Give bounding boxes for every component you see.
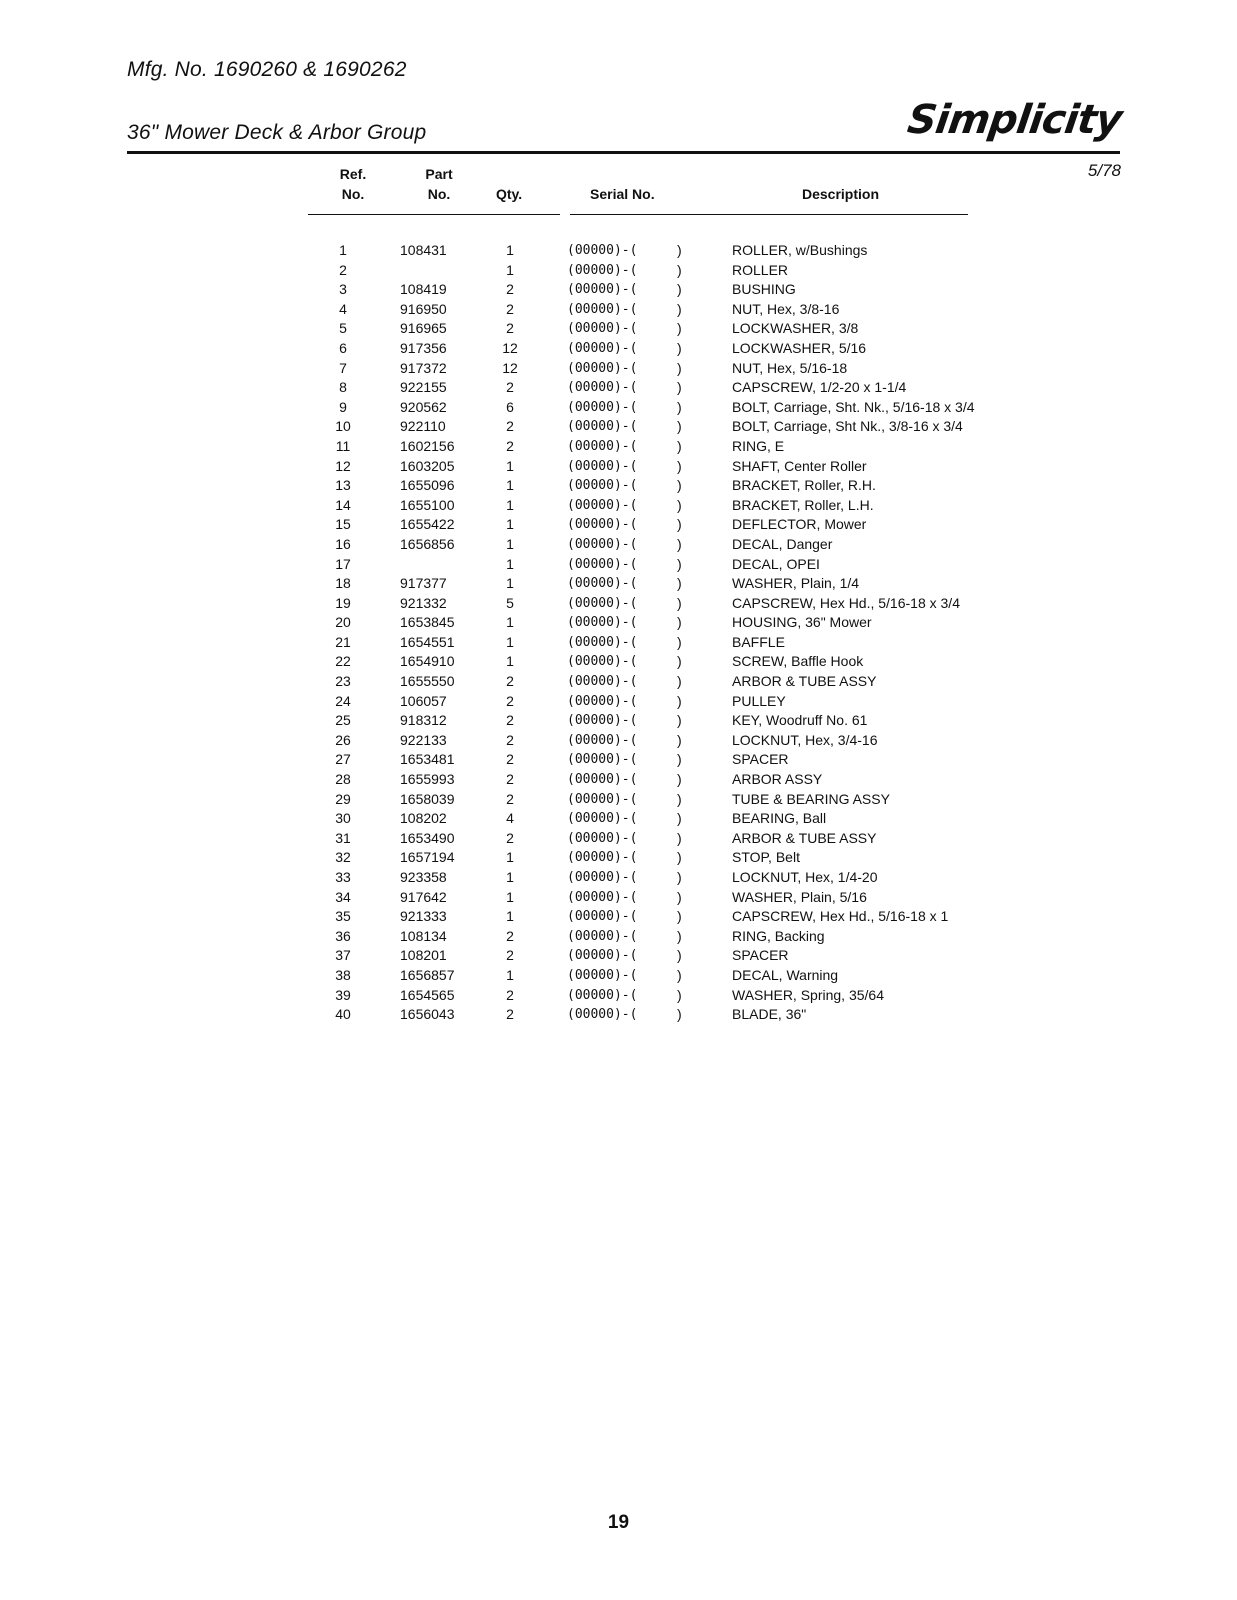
parts-table [0, 241, 1237, 1025]
serial-number-cell: (00000)-( [567, 830, 638, 846]
serial-close-cell: ) [677, 712, 682, 729]
quantity-cell: 1 [506, 496, 514, 513]
serial-number-cell: (00000)-( [567, 360, 638, 376]
quantity-cell: 1 [506, 242, 514, 258]
table-row [0, 790, 1237, 810]
ref-cell: 13 [335, 477, 351, 494]
ref-cell: 33 [335, 869, 351, 885]
description-cell: BAFFLE [732, 633, 785, 650]
quantity-cell: 1 [506, 477, 514, 494]
part-number-cell: 1658039 [400, 790, 455, 807]
ref-cell: 40 [335, 1006, 351, 1023]
serial-number-cell: (00000)-( [567, 987, 638, 1003]
table-row [0, 750, 1237, 770]
serial-close-cell: ) [677, 281, 682, 298]
ref-cell: 23 [335, 673, 351, 690]
description-cell: CAPSCREW, Hex Hd., 5/16-18 x 3/4 [732, 594, 960, 611]
revision-date: 5/78 [1087, 161, 1121, 180]
part-number-cell: 1657194 [400, 849, 455, 866]
description-cell: CAPSCREW, 1/2-20 x 1-1/4 [732, 379, 907, 396]
serial-close-cell: ) [677, 810, 682, 827]
serial-close-cell: ) [677, 398, 682, 415]
serial-number-cell: (00000)-( [567, 380, 638, 396]
serial-number-cell: (00000)-( [567, 850, 638, 866]
description-cell: SCREW, Baffle Hook [732, 653, 864, 670]
description-cell: LOCKWASHER, 5/16 [732, 339, 867, 356]
part-number-cell: 922133 [400, 731, 447, 748]
ref-cell: 37 [335, 947, 351, 964]
table-row [0, 927, 1237, 947]
serial-number-cell: (00000)-( [567, 340, 638, 356]
serial-number-cell: (00000)-( [567, 928, 638, 944]
quantity-cell: 2 [506, 986, 514, 1003]
quantity-cell: 2 [506, 673, 514, 690]
ref-cell: 27 [335, 751, 351, 768]
serial-number-cell: (00000)-( [567, 674, 638, 690]
serial-close-cell: ) [677, 692, 682, 709]
description-cell: WASHER, Spring, 35/64 [732, 986, 884, 1003]
quantity-cell: 2 [506, 712, 514, 729]
serial-number-cell: (00000)-( [567, 419, 638, 435]
table-row [0, 515, 1237, 535]
header-underline-right [570, 214, 968, 215]
part-number-cell: 917642 [400, 888, 447, 905]
table-row [0, 378, 1237, 398]
ref-cell: 15 [335, 516, 351, 533]
quantity-cell: 2 [506, 418, 514, 435]
ref-cell: 31 [335, 829, 351, 846]
description-cell: ROLLER [732, 261, 789, 278]
ref-cell: 22 [335, 653, 351, 670]
part-number-cell: 1653481 [400, 751, 455, 768]
ref-cell: 2 [339, 261, 347, 278]
description-cell: BLADE, 36" [732, 1006, 807, 1023]
brand-logo: Simplicity [904, 97, 1125, 143]
description-cell: BOLT, Carriage, Sht. Nk., 5/16-18 x 3/4 [732, 398, 975, 415]
serial-number-cell: (00000)-( [567, 732, 638, 748]
table-row [0, 319, 1237, 339]
quantity-cell: 2 [506, 281, 514, 298]
quantity-cell: 2 [506, 927, 514, 944]
table-row [0, 809, 1237, 829]
ref-cell: 39 [335, 986, 351, 1003]
ref-cell: 17 [335, 555, 351, 572]
part-number-cell: 108431 [400, 242, 447, 258]
quantity-cell: 4 [506, 810, 514, 827]
table-row [0, 946, 1237, 966]
serial-close-cell: ) [677, 555, 682, 572]
ref-cell: 9 [339, 398, 347, 415]
description-cell: NUT, Hex, 5/16-18 [732, 359, 848, 376]
description-cell: SPACER [732, 751, 789, 768]
part-number-cell: 1656857 [400, 966, 455, 983]
description-cell: HOUSING, 36" Mower [732, 614, 872, 631]
quantity-cell: 2 [506, 947, 514, 964]
quantity-cell: 2 [506, 692, 514, 709]
description-cell: RING, Backing [732, 927, 825, 944]
serial-number-cell: (00000)-( [567, 556, 638, 572]
ref-cell: 26 [335, 731, 351, 748]
table-row [0, 672, 1237, 692]
part-number-cell: 918312 [400, 712, 447, 729]
serial-number-cell: (00000)-( [567, 752, 638, 768]
serial-close-cell: ) [677, 339, 682, 356]
serial-close-cell: ) [677, 359, 682, 376]
table-row [0, 888, 1237, 908]
table-row [0, 457, 1237, 477]
description-cell: DECAL, Danger [732, 535, 833, 552]
description-cell: ARBOR & TUBE ASSY [732, 673, 877, 690]
serial-close-cell: ) [677, 633, 682, 650]
serial-close-cell: ) [677, 908, 682, 925]
ref-cell: 6 [339, 339, 347, 356]
serial-number-cell: (00000)-( [567, 301, 638, 317]
serial-number-cell: (00000)-( [567, 772, 638, 788]
description-cell: WASHER, Plain, 5/16 [732, 888, 867, 905]
part-number-cell: 106057 [400, 692, 447, 709]
quantity-cell: 2 [506, 320, 514, 337]
col-header-qty: Qty. [496, 186, 523, 202]
table-row [0, 339, 1237, 359]
serial-close-cell: ) [677, 751, 682, 768]
serial-number-cell: (00000)-( [567, 654, 638, 670]
part-number-cell: 922155 [400, 379, 447, 396]
quantity-cell: 2 [506, 1006, 514, 1023]
serial-close-cell: ) [677, 966, 682, 983]
ref-cell: 5 [339, 320, 347, 337]
serial-close-cell: ) [677, 437, 682, 454]
serial-number-cell: (00000)-( [567, 811, 638, 827]
serial-close-cell: ) [677, 614, 682, 631]
serial-number-cell: (00000)-( [567, 243, 638, 258]
quantity-cell: 1 [506, 575, 514, 592]
table-row [0, 398, 1237, 418]
quantity-cell: 2 [506, 437, 514, 454]
serial-number-cell: (00000)-( [567, 262, 638, 278]
part-number-cell: 1655422 [400, 516, 455, 533]
description-cell: DECAL, Warning [732, 966, 839, 983]
serial-close-cell: ) [677, 477, 682, 494]
serial-number-cell: (00000)-( [567, 967, 638, 983]
table-row [0, 613, 1237, 633]
serial-close-cell: ) [677, 947, 682, 964]
serial-close-cell: ) [677, 771, 682, 788]
table-row [0, 770, 1237, 790]
description-cell: STOP, Belt [732, 849, 800, 866]
table-row [0, 594, 1237, 614]
table-row [0, 574, 1237, 594]
table-row [0, 417, 1237, 437]
table-row [0, 359, 1237, 379]
description-cell: KEY, Woodruff No. 61 [732, 712, 868, 729]
ref-cell: 11 [335, 437, 351, 454]
ref-cell: 38 [335, 966, 351, 983]
description-cell: BOLT, Carriage, Sht Nk., 3/8-16 x 3/4 [732, 418, 963, 435]
description-cell: BUSHING [732, 281, 796, 298]
description-cell: DEFLECTOR, Mower [732, 516, 867, 533]
table-row [0, 652, 1237, 672]
serial-number-cell: (00000)-( [567, 478, 638, 494]
description-cell: ARBOR ASSY [732, 771, 823, 788]
serial-close-cell: ) [677, 379, 682, 396]
serial-number-cell: (00000)-( [567, 634, 638, 650]
serial-number-cell: (00000)-( [567, 693, 638, 709]
ref-cell: 10 [335, 418, 351, 435]
quantity-cell: 2 [506, 379, 514, 396]
part-number-cell: 917372 [400, 359, 447, 376]
serial-number-cell: (00000)-( [567, 321, 638, 337]
serial-close-cell: ) [677, 731, 682, 748]
serial-number-cell: (00000)-( [567, 1007, 638, 1023]
part-number-cell: 916965 [400, 320, 447, 337]
serial-close-cell: ) [677, 927, 682, 944]
description-cell: DECAL, OPEI [732, 555, 820, 572]
part-number-cell: 1654551 [400, 633, 455, 650]
part-number-cell: 1655100 [400, 496, 455, 513]
serial-close-cell: ) [677, 261, 682, 278]
quantity-cell: 1 [506, 869, 514, 885]
table-row [0, 711, 1237, 731]
table-row [0, 829, 1237, 849]
serial-close-cell: ) [677, 594, 682, 611]
ref-cell: 3 [339, 281, 347, 298]
ref-cell: 32 [335, 849, 351, 866]
part-number-cell: 1653490 [400, 829, 455, 846]
serial-close-cell: ) [677, 496, 682, 513]
quantity-cell: 1 [506, 457, 514, 474]
quantity-cell: 12 [502, 359, 518, 376]
description-cell: BEARING, Ball [732, 810, 827, 827]
quantity-cell: 1 [506, 966, 514, 983]
description-cell: NUT, Hex, 3/8-16 [732, 300, 840, 317]
part-number-cell: 917356 [400, 339, 447, 356]
table-row [0, 1005, 1237, 1025]
ref-cell: 12 [335, 457, 351, 474]
serial-number-cell: (00000)-( [567, 399, 638, 415]
serial-number-cell: (00000)-( [567, 791, 638, 807]
description-cell: SPACER [732, 947, 789, 964]
serial-number-cell: (00000)-( [567, 889, 638, 905]
ref-cell: 25 [335, 712, 351, 729]
table-row [0, 476, 1237, 496]
quantity-cell: 1 [506, 633, 514, 650]
description-cell: BRACKET, Roller, L.H. [732, 496, 874, 513]
table-row [0, 848, 1237, 868]
ref-cell: 21 [335, 633, 351, 650]
description-cell: SHAFT, Center Roller [732, 457, 867, 474]
ref-cell: 4 [339, 300, 347, 317]
table-row [0, 261, 1237, 281]
part-number-cell: 916950 [400, 300, 447, 317]
serial-number-cell: (00000)-( [567, 438, 638, 454]
serial-number-cell: (00000)-( [567, 909, 638, 925]
table-row [0, 692, 1237, 712]
header-underline-left [308, 214, 560, 215]
ref-cell: 1 [339, 242, 347, 258]
part-number-cell: 1656856 [400, 535, 455, 552]
col-header-ref-label: Ref. No. [339, 166, 367, 202]
part-number-cell: 920562 [400, 398, 447, 415]
col-header-part-label: Part No. [425, 166, 453, 202]
part-number-cell: 923358 [400, 869, 447, 885]
part-number-cell: 1655096 [400, 477, 455, 494]
serial-close-cell: ) [677, 535, 682, 552]
table-row [0, 280, 1237, 300]
serial-close-cell: ) [677, 457, 682, 474]
quantity-cell: 1 [506, 516, 514, 533]
part-number-cell: 922110 [400, 418, 446, 435]
description-cell: LOCKNUT, Hex, 3/4-16 [732, 731, 878, 748]
part-number-cell: 1655550 [400, 673, 455, 690]
ref-cell: 34 [335, 888, 351, 905]
ref-cell: 16 [335, 535, 351, 552]
ref-cell: 35 [335, 908, 351, 925]
quantity-cell: 1 [506, 614, 514, 631]
table-row [0, 300, 1237, 320]
quantity-cell: 1 [506, 888, 514, 905]
serial-close-cell: ) [677, 516, 682, 533]
part-number-cell: 917377 [400, 575, 447, 592]
table-row [0, 986, 1237, 1006]
serial-number-cell: (00000)-( [567, 282, 638, 298]
quantity-cell: 5 [506, 594, 514, 611]
table-row [0, 535, 1237, 555]
quantity-cell: 12 [502, 339, 518, 356]
serial-close-cell: ) [677, 849, 682, 866]
table-row [0, 868, 1237, 888]
ref-cell: 24 [335, 692, 351, 709]
serial-close-cell: ) [677, 869, 682, 885]
table-row [0, 496, 1237, 516]
col-header-serial: Serial No. [590, 186, 655, 202]
table-row [0, 966, 1237, 986]
col-header-description: Description [802, 186, 880, 202]
part-number-cell: 921332 [400, 594, 447, 611]
serial-close-cell: ) [677, 418, 682, 435]
description-cell: LOCKNUT, Hex, 1/4-20 [732, 869, 878, 885]
part-number-cell: 1654910 [400, 653, 455, 670]
serial-close-cell: ) [677, 673, 682, 690]
serial-number-cell: (00000)-( [567, 948, 638, 964]
ref-cell: 19 [335, 594, 351, 611]
table-row [0, 437, 1237, 457]
serial-number-cell: (00000)-( [567, 536, 638, 552]
part-number-cell: 108134 [400, 927, 447, 944]
serial-close-cell: ) [677, 986, 682, 1003]
part-number-cell: 1656043 [400, 1006, 455, 1023]
part-number-cell: 1603205 [400, 457, 455, 474]
part-number-cell: 1653845 [400, 614, 455, 631]
part-number-cell: 921333 [400, 908, 447, 925]
quantity-cell: 6 [506, 398, 514, 415]
ref-cell: 36 [335, 927, 351, 944]
serial-number-cell: (00000)-( [567, 458, 638, 474]
serial-close-cell: ) [677, 1006, 682, 1023]
serial-close-cell: ) [677, 320, 682, 337]
serial-number-cell: (00000)-( [567, 497, 638, 513]
description-cell: LOCKWASHER, 3/8 [732, 320, 859, 337]
serial-close-cell: ) [677, 300, 682, 317]
serial-number-cell: (00000)-( [567, 870, 638, 885]
quantity-cell: 2 [506, 829, 514, 846]
serial-close-cell: ) [677, 790, 682, 807]
part-number-cell: 1654565 [400, 986, 455, 1003]
manufacturer-number: Mfg. No. 1690260 & 1690262 [127, 58, 407, 81]
description-cell: WASHER, Plain, 1/4 [732, 575, 860, 592]
description-cell: ARBOR & TUBE ASSY [732, 829, 877, 846]
quantity-cell: 2 [506, 771, 514, 788]
ref-cell: 28 [335, 771, 351, 788]
table-row [0, 907, 1237, 927]
quantity-cell: 1 [506, 261, 514, 278]
serial-close-cell: ) [677, 575, 682, 592]
quantity-cell: 2 [506, 790, 514, 807]
part-number-cell: 1602156 [400, 437, 455, 454]
description-cell: BRACKET, Roller, R.H. [732, 477, 876, 494]
table-row [0, 555, 1237, 575]
serial-close-cell: ) [677, 653, 682, 670]
ref-cell: 18 [335, 575, 351, 592]
serial-number-cell: (00000)-( [567, 615, 638, 631]
serial-number-cell: (00000)-( [567, 595, 638, 611]
group-title: 36" Mower Deck & Arbor Group [127, 121, 427, 144]
col-header-ref [336, 164, 370, 204]
quantity-cell: 2 [506, 300, 514, 317]
part-number-cell: 108201 [400, 947, 447, 964]
col-header-part [420, 164, 458, 204]
quantity-cell: 1 [506, 908, 514, 925]
serial-number-cell: (00000)-( [567, 517, 638, 533]
description-cell: CAPSCREW, Hex Hd., 5/16-18 x 1 [732, 908, 949, 925]
ref-cell: 20 [335, 614, 351, 631]
description-cell: RING, E [732, 437, 785, 454]
description-cell: ROLLER, w/Bushings [732, 242, 868, 258]
part-number-cell: 108202 [400, 810, 447, 827]
page-number: 19 [607, 1512, 630, 1533]
part-number-cell: 1655993 [400, 771, 455, 788]
serial-number-cell: (00000)-( [567, 576, 638, 592]
quantity-cell: 1 [506, 849, 514, 866]
ref-cell: 7 [339, 359, 347, 376]
ref-cell: 29 [335, 790, 351, 807]
quantity-cell: 1 [506, 653, 514, 670]
description-cell: TUBE & BEARING ASSY [732, 790, 890, 807]
quantity-cell: 1 [506, 555, 514, 572]
serial-close-cell: ) [677, 888, 682, 905]
header-rule [127, 151, 1120, 154]
serial-close-cell: ) [677, 829, 682, 846]
serial-number-cell: (00000)-( [567, 713, 638, 729]
ref-cell: 30 [335, 810, 351, 827]
table-row [0, 241, 1237, 261]
ref-cell: 14 [335, 496, 351, 513]
table-row [0, 731, 1237, 751]
quantity-cell: 1 [506, 535, 514, 552]
serial-close-cell: ) [677, 242, 682, 258]
quantity-cell: 2 [506, 731, 514, 748]
description-cell: PULLEY [732, 692, 786, 709]
table-row [0, 633, 1237, 653]
part-number-cell: 108419 [400, 281, 447, 298]
ref-cell: 8 [339, 379, 347, 396]
quantity-cell: 2 [506, 751, 514, 768]
